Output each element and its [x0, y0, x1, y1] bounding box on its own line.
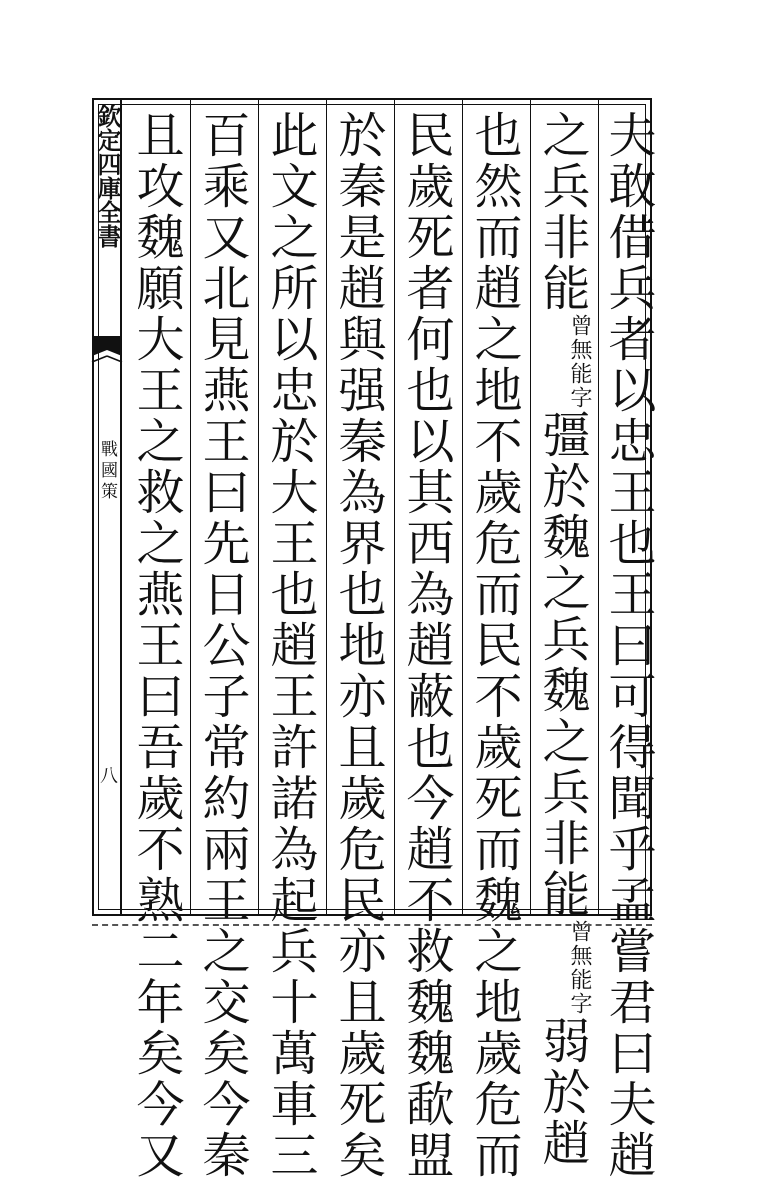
column-rule	[530, 98, 531, 916]
fish-tail-mark-icon	[92, 336, 122, 370]
column-rule	[190, 98, 191, 916]
column-2-text-c: 弱於趙	[534, 1016, 590, 1169]
column-2-text-b: 彊於魏之兵魏之兵非能	[534, 410, 590, 920]
section-name: 戰國策	[97, 440, 117, 503]
column-2-text-a: 之兵非能	[534, 110, 590, 314]
text-column-5: 於秦是趙與强秦為界也地亦且歲危民亦且歲死矣	[330, 110, 386, 1181]
text-column-7: 百乘又北見燕王曰先日公子常約兩王之交矣今秦	[194, 110, 250, 1181]
text-column-3: 也然而趙之地不歲危而民不歲死而魏之地歲危而	[466, 110, 522, 1181]
column-rule	[326, 98, 327, 916]
page-number: 八	[97, 766, 118, 784]
book-title: 欽定四庫全書	[93, 104, 122, 248]
annotation-note: 曾無能字	[567, 920, 592, 1016]
bottom-border	[92, 924, 652, 930]
column-rule	[462, 98, 463, 916]
column-rule	[258, 98, 259, 916]
text-column-1: 夫敢借兵者以忠王也王曰可得聞乎孟嘗君曰夫趙	[600, 110, 656, 1181]
text-column-4: 民歲死者何也以其西為趙蔽也今趙不救魏魏歃盟	[398, 110, 454, 1181]
text-column-2	[532, 110, 592, 1169]
column-rule	[394, 98, 395, 916]
text-column-6: 此文之所以忠於大王也趙王許諾為起兵十萬車三	[262, 110, 318, 1181]
annotation-note: 曾無能字	[567, 314, 592, 410]
text-column-8: 且攻魏願大王之救之燕王曰吾歲不熟二年矣今又	[128, 110, 184, 1181]
